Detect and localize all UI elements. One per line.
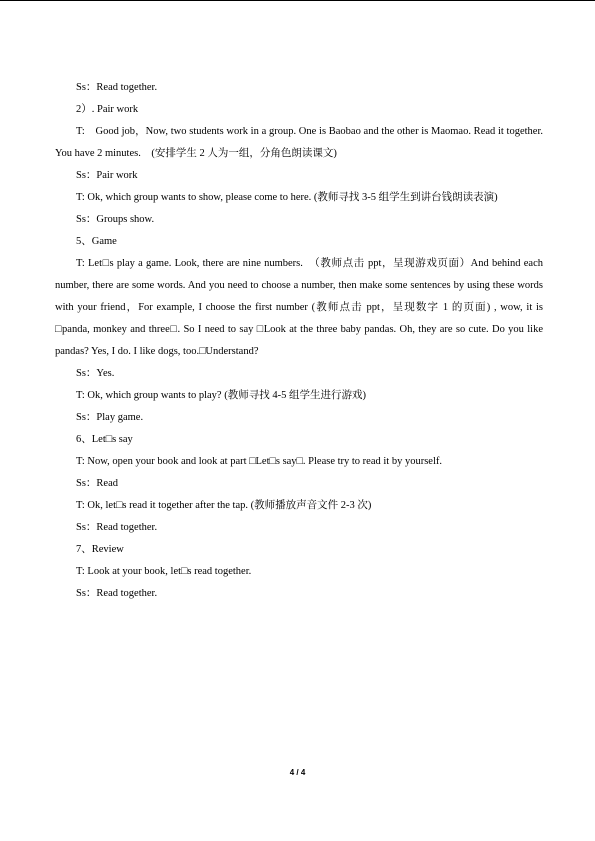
paragraph-teacher-group-show: T: Ok, which group wants to show, please come to here. (教师寻找 3-5 组学生到讲台钱朗读表演)	[76, 192, 498, 203]
paragraph-ss-read-together-2: Ss：Read together.	[76, 522, 158, 533]
paragraph-ss-yes: Ss：Yes.	[76, 368, 115, 379]
paragraph-ss-read-together-3: Ss：Read together.	[76, 588, 158, 599]
paragraph-teacher-which-group: T: Ok, which group wants to play? (教师寻找 4-5 组学生进行游戏)	[76, 390, 366, 401]
paragraph-teacher-pair-work: T: Good job，Now, two students work in a group. One is Baobao and the other is Maomao. Read it together. You have 2 minutes. (安排学生 2 人为一组，分角色朗读课文)	[55, 126, 543, 159]
paragraph-ss-pair-work: Ss：Pair work	[76, 170, 138, 181]
page-number: 4 / 4	[289, 768, 306, 777]
paragraph-teacher-game: T: Let□s play a game. Look, there are nine numbers. （教师点击 ppt，呈现游戏页面）And behind each number, there are some words. And you need to choose a number, then make some sentences by using these words with your friend，For example, I choose the first number (教师点击 ppt，呈现数字 1 的页面) , wow, it is □panda, monkey and three□. So I need to say □Look at the three baby pandas. Oh, they are so cute. Do you like pandas? Yes, I do. I like dogs, too.□Understand?	[55, 258, 543, 357]
paragraph-ss-groups-show: Ss：Groups show.	[76, 214, 155, 225]
paragraph-game-heading: 5、Game	[76, 236, 117, 247]
paragraph-lets-say-heading: 6、Let□s say	[76, 434, 133, 445]
paragraph-pair-work-heading: 2）. Pair work	[76, 104, 139, 115]
page-body	[55, 77, 543, 605]
paragraph-ss-play-game: Ss：Play game.	[76, 412, 144, 423]
paragraph-review-heading: 7、Review	[76, 544, 124, 555]
paragraph-teacher-look-book: T: Look at your book, let□s read together.	[76, 566, 252, 577]
top-rule	[0, 0, 595, 1]
paragraph-ss-read: Ss：Read	[76, 478, 118, 489]
paragraph-teacher-open-book: T: Now, open your book and look at part □Let□s say□. Please try to read it by yourself.	[76, 456, 442, 467]
paragraph-ss-read-together-1: Ss：Read together.	[76, 82, 158, 93]
paragraph-teacher-read-after-tape: T: Ok, let□s read it together after the tap. (教师播放声音文件 2-3 次)	[76, 500, 372, 511]
